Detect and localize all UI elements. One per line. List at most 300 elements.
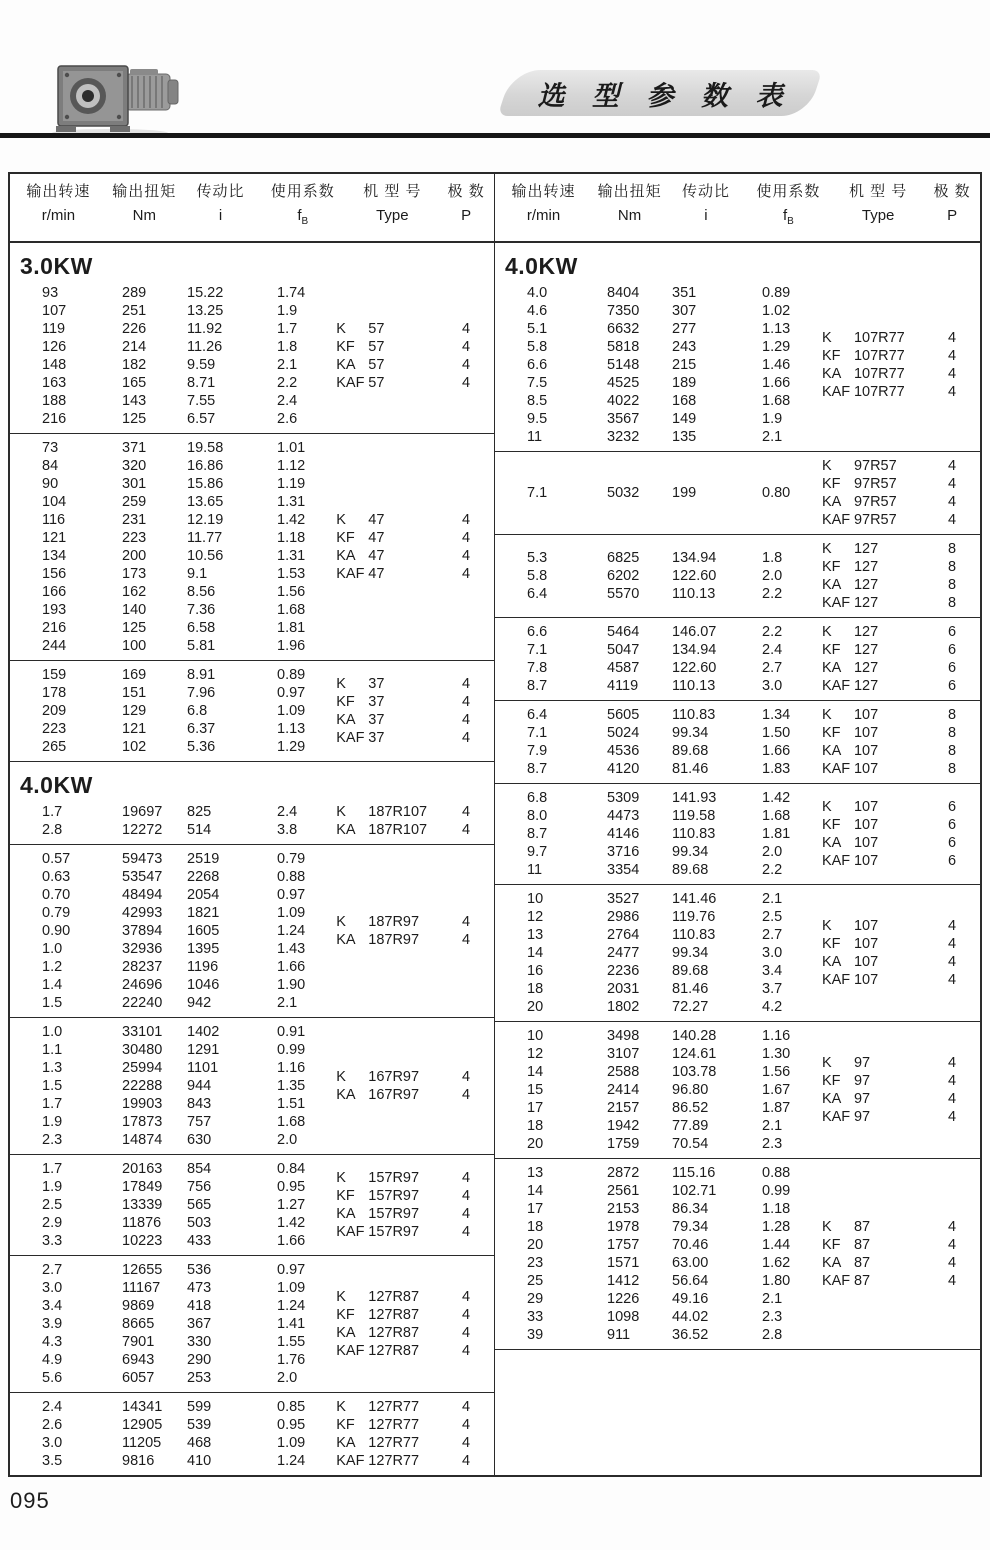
type-list	[334, 803, 494, 839]
cell-torque: 5605	[607, 707, 640, 723]
cell-speed: 84	[42, 458, 59, 474]
table-row	[10, 356, 334, 374]
group-body	[495, 1164, 980, 1344]
type-prefix: KF	[336, 339, 355, 355]
cell-torque: 289	[122, 285, 147, 301]
pole-count: 6	[947, 799, 957, 815]
cell-torque: 17873	[122, 1114, 163, 1130]
pole-count: 4	[947, 1055, 957, 1071]
type-prefix: K	[821, 799, 832, 815]
type-row	[820, 834, 980, 852]
type-row	[820, 347, 980, 365]
numeric-rows	[495, 890, 820, 1016]
cell-fb: 0.97	[277, 1262, 306, 1278]
table-row	[10, 583, 334, 601]
table-row	[495, 549, 820, 567]
type-name	[820, 1090, 924, 1108]
cell-ratio: 15.86	[187, 476, 224, 492]
cell-ratio: 110.13	[672, 586, 716, 602]
cell-ratio: 70.46	[672, 1237, 709, 1253]
column-label: 输出扭矩	[597, 183, 662, 200]
cell-ratio: 149	[672, 411, 697, 427]
table-column	[10, 243, 495, 1475]
cell-speed: 5.6	[42, 1370, 63, 1386]
cell-torque: 2561	[607, 1183, 640, 1199]
cell-ratio: 5.81	[187, 638, 216, 654]
cell-ratio: 6.58	[187, 620, 216, 636]
cell-torque: 3232	[607, 429, 640, 445]
cell-ratio: 468	[187, 1435, 212, 1451]
type-prefix: K	[821, 707, 832, 723]
cell-speed: 90	[42, 476, 59, 492]
cell-speed: 16	[527, 963, 544, 979]
column-unit: r/min	[41, 207, 76, 224]
cell-ratio: 86.34	[672, 1201, 709, 1217]
type-model: 167R97	[368, 1069, 420, 1085]
type-prefix: K	[336, 1399, 346, 1415]
table-row	[495, 284, 820, 302]
type-row	[820, 383, 980, 401]
table-group	[10, 661, 494, 762]
table-group	[495, 535, 980, 618]
type-model: 167R97	[368, 1087, 420, 1103]
header-half	[10, 174, 495, 241]
cell-ratio: 253	[187, 1370, 212, 1386]
table-row	[10, 702, 334, 720]
cell-ratio: 756	[187, 1179, 212, 1195]
column-unit: P	[947, 207, 958, 224]
table-row	[10, 684, 334, 702]
group-body	[495, 457, 980, 529]
cell-torque: 125	[122, 620, 147, 636]
cell-fb: 2.2	[762, 624, 783, 640]
type-name	[334, 693, 438, 711]
type-row	[334, 693, 494, 711]
type-row	[820, 457, 980, 475]
type-model: 97	[853, 1091, 871, 1107]
type-model: 37	[368, 676, 385, 692]
title-banner	[505, 70, 815, 116]
table-group	[10, 1018, 494, 1155]
cell-fb: 1.09	[277, 1280, 306, 1296]
cell-speed: 2.7	[42, 1262, 63, 1278]
type-name	[820, 742, 924, 760]
cell-speed: 18	[527, 1118, 544, 1134]
table-row	[495, 843, 820, 861]
pole-count: 4	[947, 1091, 957, 1107]
cell-torque: 9869	[122, 1298, 155, 1314]
cell-speed: 39	[527, 1327, 544, 1343]
cell-torque: 5309	[607, 790, 640, 806]
type-list	[820, 1218, 980, 1290]
cell-ratio: 141.46	[672, 891, 717, 907]
cell-torque: 1226	[607, 1291, 640, 1307]
cell-torque: 2153	[607, 1201, 640, 1217]
gear-motor-photo	[38, 54, 188, 139]
cell-ratio: 110.83	[672, 927, 716, 943]
type-row	[334, 821, 494, 839]
type-prefix: KAF	[336, 1343, 365, 1359]
table-row	[495, 890, 820, 908]
cell-fb: 0.88	[762, 1165, 791, 1181]
pole-count: 4	[947, 918, 957, 934]
cell-ratio: 7.55	[187, 393, 216, 409]
cell-speed: 20	[527, 999, 544, 1015]
type-name	[334, 1434, 438, 1452]
table-group	[10, 845, 494, 1018]
cell-speed: 3.0	[42, 1435, 63, 1451]
cell-ratio: 77.89	[672, 1118, 709, 1134]
type-prefix: KA	[336, 822, 356, 838]
numeric-rows	[10, 666, 334, 756]
type-row	[334, 1205, 494, 1223]
group-body	[10, 850, 494, 1012]
cell-fb: 1.12	[277, 458, 306, 474]
column-label: 输出扭矩	[112, 183, 177, 200]
type-row	[820, 1272, 980, 1290]
cell-torque: 22288	[122, 1078, 163, 1094]
selection-table	[8, 172, 982, 1477]
pole-count: 4	[461, 1453, 471, 1469]
group-body	[10, 1261, 494, 1387]
cell-fb: 1.66	[277, 1233, 306, 1249]
pole-count: 4	[461, 530, 471, 546]
table-header	[10, 174, 980, 243]
table-group	[495, 784, 980, 885]
type-prefix: KA	[821, 954, 842, 970]
numeric-rows	[10, 1160, 334, 1250]
type-prefix: KAF	[821, 853, 851, 869]
type-model: 107	[853, 853, 879, 869]
cell-fb: 1.53	[277, 566, 306, 582]
cell-torque: 5570	[607, 586, 640, 602]
type-list	[820, 540, 980, 612]
cell-torque: 42993	[122, 905, 163, 921]
type-model: 127	[853, 577, 879, 593]
cell-speed: 7.1	[527, 725, 548, 741]
pole-count: 4	[461, 512, 471, 528]
type-list	[334, 1288, 494, 1360]
cell-torque: 4119	[607, 678, 639, 694]
cell-ratio: 539	[187, 1417, 212, 1433]
pole-count: 8	[947, 743, 957, 759]
cell-speed: 7.1	[527, 642, 548, 658]
table-row	[10, 601, 334, 619]
cell-torque: 7901	[122, 1334, 155, 1350]
cell-fb: 1.18	[762, 1201, 791, 1217]
pole-count: 8	[947, 761, 957, 777]
cell-fb: 1.31	[277, 494, 306, 510]
type-prefix: KA	[336, 1435, 356, 1451]
cell-torque: 102	[122, 739, 147, 755]
table-row	[10, 1416, 334, 1434]
cell-torque: 3498	[607, 1028, 640, 1044]
type-model: 87	[853, 1273, 871, 1289]
type-name	[820, 329, 924, 347]
pole-count: 4	[947, 1255, 957, 1271]
type-name	[820, 383, 924, 401]
type-prefix: K	[336, 1069, 346, 1085]
header-rule	[0, 133, 990, 138]
type-prefix: KAF	[336, 1224, 365, 1240]
cell-fb: 1.09	[277, 905, 306, 921]
type-row	[820, 558, 980, 576]
cell-fb: 1.80	[762, 1273, 791, 1289]
type-prefix: KF	[821, 725, 841, 741]
cell-ratio: 7.96	[187, 685, 216, 701]
type-list	[334, 1169, 494, 1241]
cell-fb: 0.88	[277, 869, 306, 885]
type-list	[334, 1398, 494, 1470]
numeric-rows	[10, 1398, 334, 1470]
table-row	[495, 789, 820, 807]
cell-fb: 2.3	[762, 1309, 783, 1325]
table-row	[495, 1027, 820, 1045]
cell-fb: 1.28	[762, 1219, 791, 1235]
pole-count: 4	[461, 375, 471, 391]
type-model: 127	[853, 595, 879, 611]
cell-ratio: 11.92	[187, 321, 223, 337]
cell-fb: 1.8	[277, 339, 298, 355]
cell-fb: 1.31	[277, 548, 306, 564]
cell-speed: 8.7	[527, 826, 548, 842]
type-prefix: KF	[336, 1417, 355, 1433]
cell-torque: 28237	[122, 959, 163, 975]
type-model: 97R57	[853, 458, 897, 474]
table-row	[495, 302, 820, 320]
type-name	[820, 475, 924, 493]
cell-torque: 25994	[122, 1060, 163, 1076]
cell-ratio: 5.36	[187, 739, 216, 755]
table-row	[10, 320, 334, 338]
table-row	[495, 724, 820, 742]
cell-speed: 12	[527, 909, 544, 925]
cell-fb: 2.8	[762, 1327, 783, 1343]
cell-fb: 1.62	[762, 1255, 791, 1271]
table-row	[495, 742, 820, 760]
table-row	[10, 1214, 334, 1232]
cell-torque: 2236	[607, 963, 640, 979]
cell-speed: 1.7	[42, 804, 63, 820]
cell-ratio: 19.58	[187, 440, 224, 456]
cell-speed: 1.4	[42, 977, 63, 993]
cell-ratio: 599	[187, 1399, 212, 1415]
type-row	[820, 677, 980, 695]
type-model: 107R77	[853, 330, 905, 346]
column-label: 机 型 号	[363, 183, 422, 200]
cell-speed: 14	[527, 1183, 544, 1199]
type-model: 107	[853, 707, 879, 723]
type-name	[334, 356, 438, 374]
type-row	[820, 576, 980, 594]
type-row	[820, 1054, 980, 1072]
type-prefix: KA	[336, 1206, 356, 1222]
type-prefix: K	[336, 914, 346, 930]
type-row	[820, 493, 980, 511]
cell-speed: 1.7	[42, 1161, 63, 1177]
table-row	[10, 904, 334, 922]
cell-speed: 33	[527, 1309, 544, 1325]
table-row	[10, 410, 334, 428]
cell-speed: 17	[527, 1100, 544, 1116]
table-row	[495, 677, 820, 695]
table-row	[10, 1398, 334, 1416]
type-prefix: K	[336, 1289, 346, 1305]
cell-fb: 2.2	[277, 375, 298, 391]
cell-ratio: 6.37	[187, 721, 216, 737]
type-row	[334, 511, 494, 529]
cell-speed: 178	[42, 685, 67, 701]
type-model: 107	[853, 761, 879, 777]
type-list	[820, 457, 980, 529]
type-model: 157R97	[368, 1170, 420, 1186]
table-group	[10, 762, 494, 845]
type-model: 107	[853, 817, 879, 833]
cell-speed: 25	[527, 1273, 544, 1289]
type-row	[820, 1218, 980, 1236]
group-body	[10, 439, 494, 655]
cell-torque: 173	[122, 566, 147, 582]
cell-torque: 12655	[122, 1262, 163, 1278]
cell-speed: 5.1	[527, 321, 548, 337]
type-prefix: KA	[336, 712, 356, 728]
type-model: 107	[853, 835, 879, 851]
numeric-rows	[495, 789, 820, 879]
cell-ratio: 307	[672, 303, 697, 319]
numeric-rows	[495, 706, 820, 778]
type-model: 127R77	[368, 1417, 420, 1433]
cell-torque: 125	[122, 411, 147, 427]
table-row	[10, 958, 334, 976]
cell-ratio: 49.16	[672, 1291, 709, 1307]
cell-fb: 2.3	[762, 1136, 783, 1152]
type-model: 127R77	[368, 1399, 420, 1415]
cell-fb: 2.4	[277, 804, 298, 820]
cell-torque: 19903	[122, 1096, 163, 1112]
cell-fb: 2.0	[762, 568, 783, 584]
header-column	[667, 180, 745, 234]
power-section-title: 4.0KW	[505, 253, 578, 279]
numeric-rows	[495, 284, 820, 446]
type-name	[334, 374, 438, 392]
cell-speed: 1.0	[42, 941, 63, 957]
cell-torque: 371	[122, 440, 147, 456]
type-model: 107	[853, 972, 879, 988]
cell-fb: 3.0	[762, 678, 783, 694]
cell-fb: 1.24	[277, 1298, 306, 1314]
numeric-rows	[10, 850, 334, 1012]
column-label: 输出转速	[511, 183, 576, 200]
type-row	[820, 1254, 980, 1272]
cell-torque: 4120	[607, 761, 640, 777]
type-prefix: KAF	[336, 1453, 365, 1469]
cell-speed: 244	[42, 638, 67, 654]
cell-torque: 6825	[607, 550, 640, 566]
pole-count: 4	[461, 339, 471, 355]
type-row	[820, 917, 980, 935]
type-prefix: KA	[336, 1087, 356, 1103]
type-name	[334, 1416, 438, 1434]
type-row	[820, 971, 980, 989]
cell-fb: 1.81	[762, 826, 791, 842]
cell-ratio: 1196	[187, 959, 219, 975]
type-name	[820, 623, 924, 641]
pole-count: 6	[947, 678, 957, 694]
cell-speed: 9.5	[527, 411, 548, 427]
type-prefix: KA	[821, 577, 842, 593]
type-row	[334, 356, 494, 374]
cell-speed: 14	[527, 1064, 544, 1080]
cell-ratio: 110.83	[672, 826, 716, 842]
cell-fb: 1.41	[277, 1316, 306, 1332]
type-name	[820, 1272, 924, 1290]
cell-torque: 151	[122, 685, 147, 701]
numeric-rows	[10, 1261, 334, 1387]
cell-speed: 107	[42, 303, 67, 319]
column-unit: i	[218, 207, 223, 224]
cell-ratio: 102.71	[672, 1183, 717, 1199]
cell-speed: 4.3	[42, 1334, 63, 1350]
cell-torque: 13339	[122, 1197, 163, 1213]
type-row	[334, 913, 494, 931]
numeric-rows	[10, 803, 334, 839]
cell-speed: 5.8	[527, 568, 548, 584]
table-row	[10, 1131, 334, 1149]
cell-ratio: 7.36	[187, 602, 216, 618]
table-row	[10, 1434, 334, 1452]
cell-ratio: 122.60	[672, 660, 717, 676]
table-row	[10, 284, 334, 302]
table-group	[495, 701, 980, 784]
cell-speed: 3.3	[42, 1233, 63, 1249]
cell-torque: 121	[122, 721, 147, 737]
cell-ratio: 8.56	[187, 584, 216, 600]
type-model: 47	[368, 566, 385, 582]
cell-ratio: 277	[672, 321, 697, 337]
cell-ratio: 2268	[187, 869, 220, 885]
cell-speed: 119	[42, 321, 66, 337]
cell-speed: 104	[42, 494, 67, 510]
cell-torque: 8404	[607, 285, 640, 301]
type-row	[820, 852, 980, 870]
cell-speed: 2.4	[42, 1399, 63, 1415]
cell-ratio: 15.22	[187, 285, 224, 301]
cell-speed: 2.9	[42, 1215, 63, 1231]
cell-ratio: 8.71	[187, 375, 216, 391]
pole-count: 4	[461, 1399, 471, 1415]
cell-speed: 6.6	[527, 624, 548, 640]
type-prefix: K	[821, 1219, 832, 1235]
table-group	[10, 1256, 494, 1393]
cell-speed: 0.90	[42, 923, 71, 939]
group-body	[10, 1023, 494, 1149]
type-row	[820, 475, 980, 493]
cell-ratio: 99.34	[672, 725, 709, 741]
type-row	[334, 1086, 494, 1104]
group-body	[495, 706, 980, 778]
type-prefix: K	[821, 1055, 832, 1071]
type-model: 47	[368, 512, 385, 528]
cell-ratio: 503	[187, 1215, 212, 1231]
cell-ratio: 16.86	[187, 458, 224, 474]
cell-ratio: 124.61	[672, 1046, 717, 1062]
cell-ratio: 10.56	[187, 548, 224, 564]
cell-ratio: 134.94	[672, 550, 717, 566]
table-row	[10, 475, 334, 493]
table-row	[495, 1135, 820, 1153]
cell-torque: 22240	[122, 995, 163, 1011]
cell-fb: 2.1	[762, 429, 783, 445]
